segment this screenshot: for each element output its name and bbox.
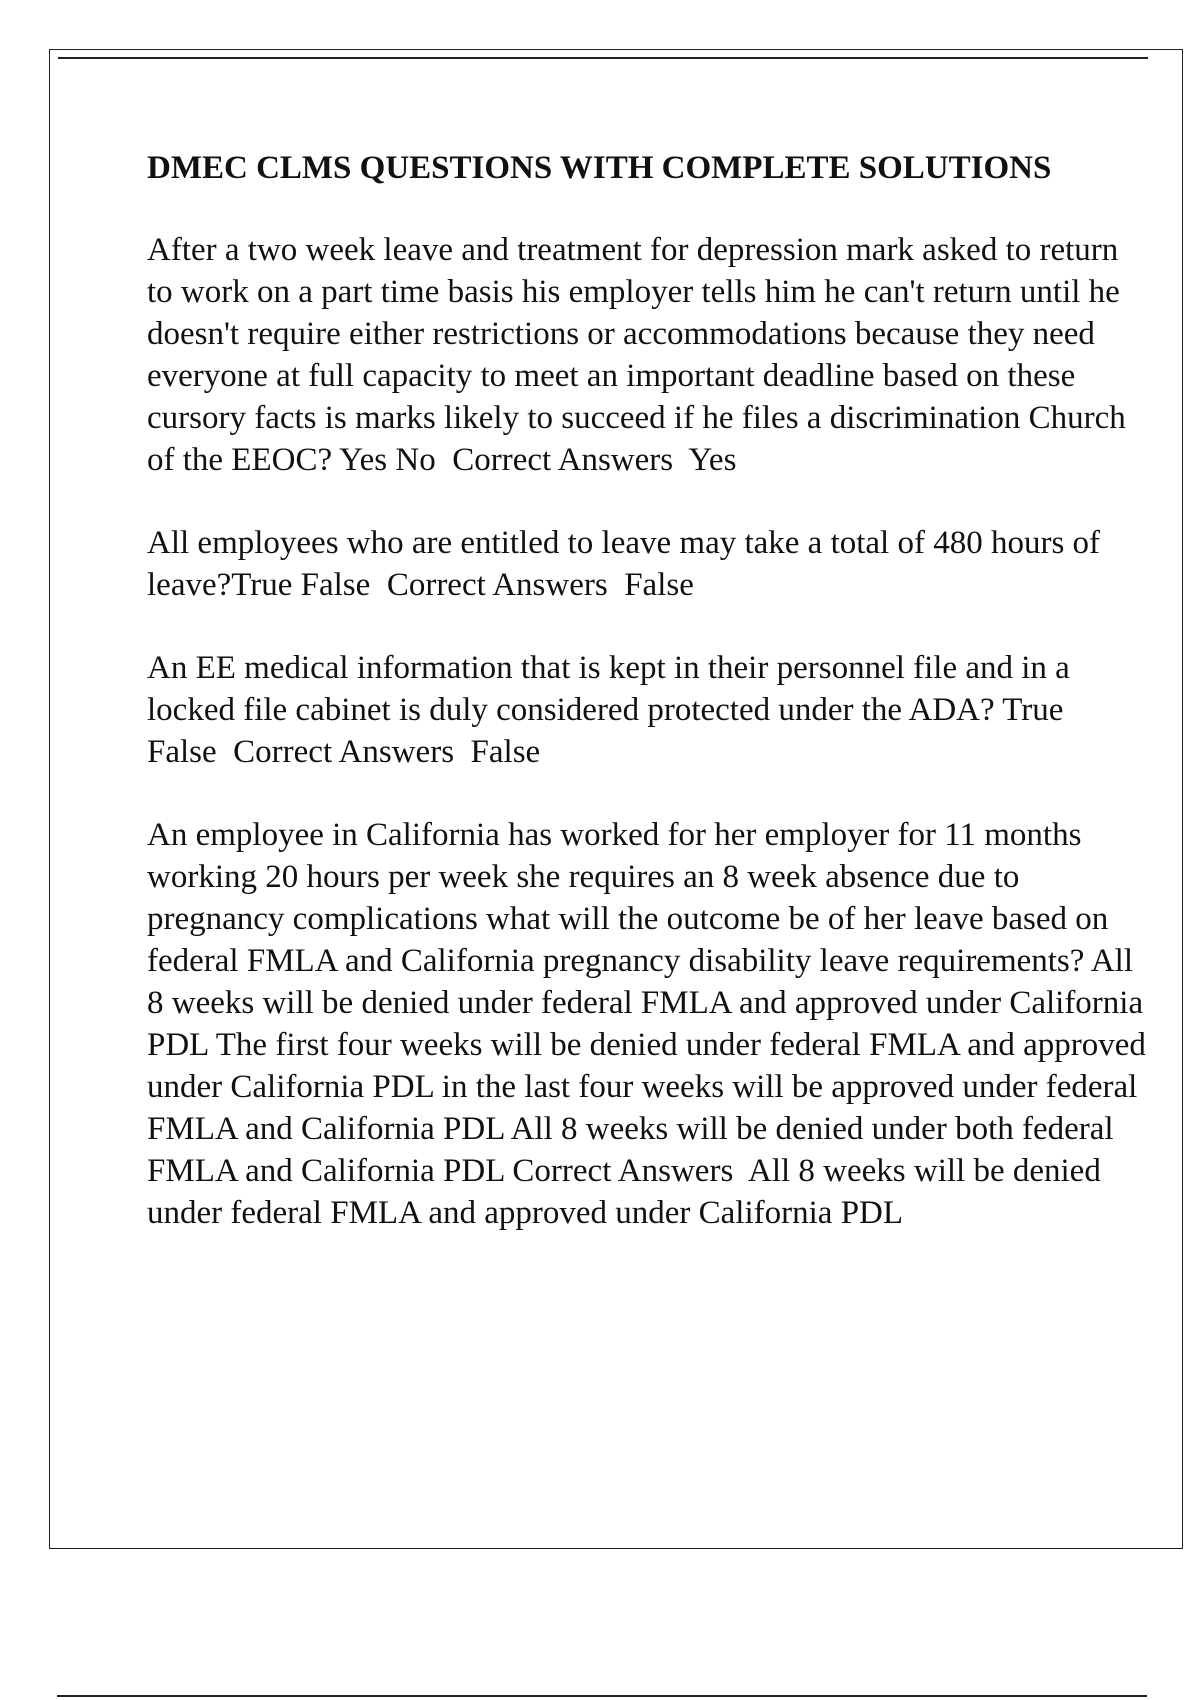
- page-frame: [49, 49, 1183, 1549]
- question-text: All employees who are entitled to leave may take a total of 480 hours of leave?True False: [147, 525, 1109, 603]
- bottom-rule: [57, 1695, 1147, 1697]
- qa-item: [147, 814, 1155, 1234]
- answer-label: Correct Answers: [386, 567, 608, 603]
- answer-text: Yes: [688, 442, 737, 478]
- document-content: [147, 147, 1155, 1275]
- answer-text: False: [470, 734, 541, 770]
- document-title: DMEC CLMS QUESTIONS WITH COMPLETE SOLUTIONS: [147, 150, 1052, 186]
- question-text: An EE medical information that is kept in their personnel file and in a locked file cabinet is duly considered protected under the ADA? True False: [147, 650, 1079, 770]
- question-text: After a two week leave and treatment for depression mark asked to return to work on a part time basis his employer tells him he can't return until he doesn't require either restrictions or accommodations because they need everyone at full capacity to meet an important deadline based on these cursory facts is marks likely to succeed if he files a discrimination Church of the EEOC? Yes No: [147, 232, 1134, 478]
- answer-label: Correct Answers: [233, 734, 455, 770]
- question-text: An employee in California has worked for her employer for 11 months working 20 hours per week she requires an 8 week absence due to pregnancy complications what will the outcome be of her leave based on federal FMLA and California pregnancy disability leave requirements? All 8 weeks will be denied under federal FMLA and approved under California PDL The first four weeks will be denied under federal FMLA and approved under California PDL in the last four weeks will be approved under federal FMLA and California PDL All 8 weeks will be denied under both federal FMLA and California PDL: [147, 817, 1155, 1189]
- top-rule: [58, 57, 1148, 59]
- qa-item: [147, 229, 1147, 481]
- answer-text: All 8 weeks will be denied under federal FMLA and approved under California PDL: [147, 1153, 1110, 1231]
- answer-label: Correct Answers: [512, 1153, 734, 1189]
- qa-item: [147, 647, 1147, 773]
- qa-list: [147, 229, 1155, 1234]
- answer-text: False: [624, 567, 694, 603]
- qa-item: [147, 522, 1147, 606]
- answer-label: Correct Answers: [452, 442, 674, 478]
